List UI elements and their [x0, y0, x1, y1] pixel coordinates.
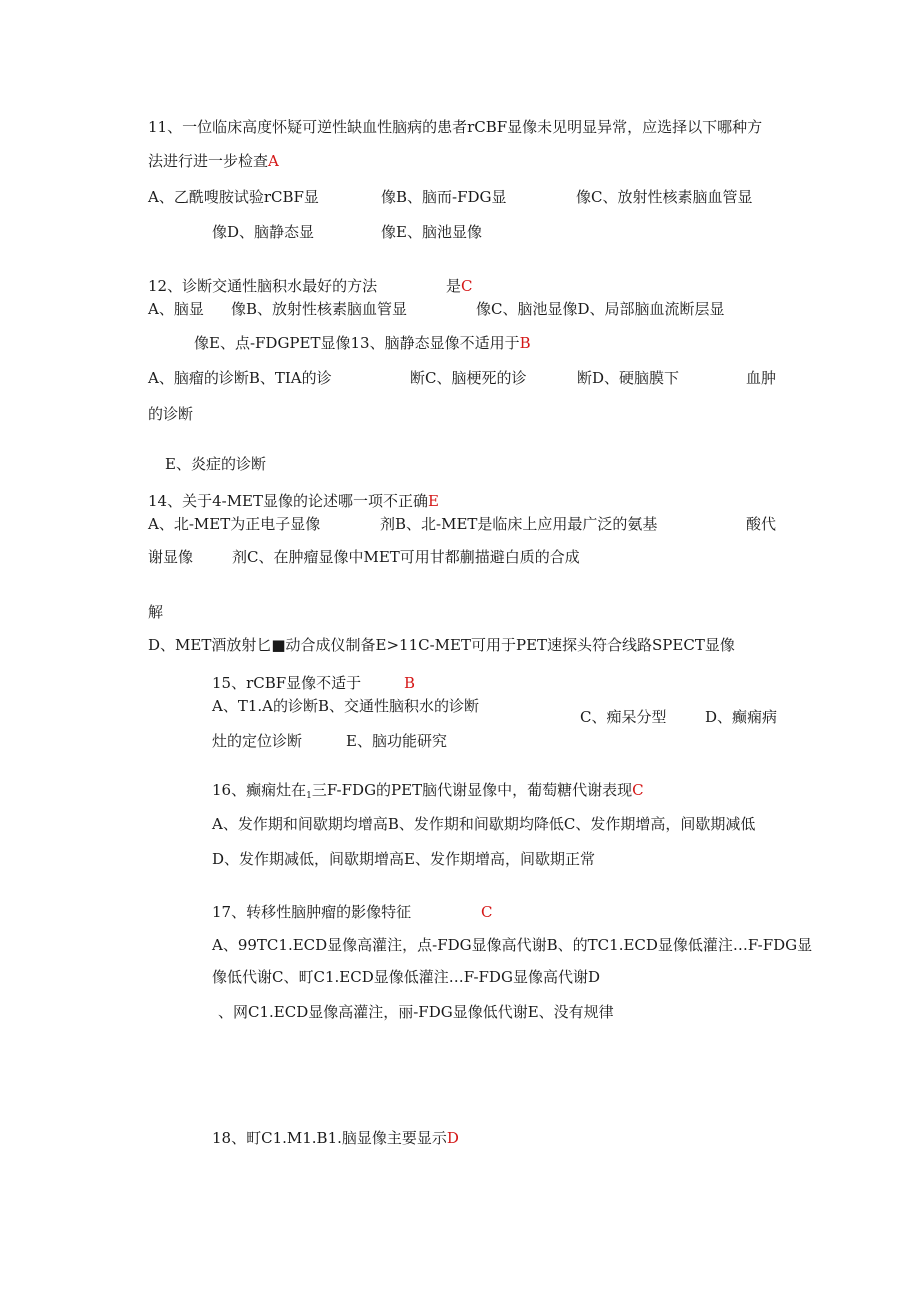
q17-options-line1: A、99TC1.ECD显像高灌注，点-FDG显像高代谢B、的TC1.ECD显像低灌注…F-FDG显: [212, 936, 813, 954]
q18-stem-text: 18、町C1.M1.B1.脑显像主要显示: [212, 1129, 447, 1147]
q14-option-b: 剂B、北-MET是临床上应用最广泛的氨基: [380, 515, 658, 533]
q16-answer: C: [632, 781, 644, 799]
q11-option-b: 像B、脑而-FDG显: [381, 188, 507, 206]
q16-options-line1: A、发作期和间歇期均增高B、发作期和间歇期均降低C、发作期增高，间歇期减低: [212, 815, 756, 833]
q16-stem-b: 三F-FDG的PET脑代谢显像中，葡萄糖代谢表现: [311, 781, 633, 799]
q16-options-line2: D、发作期减低，间歇期增高E、发作期增高，间歇期正常: [212, 850, 595, 868]
q13-option-a-b: A、脑瘤的诊断B、TIA的诊: [148, 369, 332, 387]
q13-option-b-c: 断C、脑梗死的诊: [410, 369, 527, 387]
q13-option-d-cont: 血肿: [746, 369, 777, 387]
q16-stem-sub: 1: [306, 791, 312, 801]
q17-options-line2: 像低代谢C、町C1.ECD显像低灌注…F-FDG显像高代谢D: [212, 968, 600, 986]
q14-option-c-end: 解: [148, 603, 164, 621]
q12-answer: C: [461, 277, 473, 295]
q16-stem: [212, 780, 644, 806]
q14-option-a: A、北-MET为正电子显像: [148, 515, 321, 533]
q12-option-c-d: 像C、脑池显像D、局部脑血流断层显: [476, 300, 725, 318]
q15-option-a-b: A、T1.A的诊断B、交通性脑积水的诊断: [212, 697, 480, 715]
q13-answer: B: [519, 334, 531, 352]
q12-option-a: A、脑显: [148, 300, 204, 318]
q17-stem: 17、转移性脑肿瘤的影像特征: [212, 903, 412, 921]
q11-option-c: 像C、放射性核素脑血管显: [576, 188, 753, 206]
q15-stem: 15、rCBF显像不适于: [212, 674, 362, 692]
q12-stem-end: [446, 276, 473, 296]
q12-stem-text: 是: [446, 277, 462, 295]
q12-option-b: 像B、放射性核素脑血管显: [231, 300, 408, 318]
q11-stem-line1: 11、一位临床高度怀疑可逆性缺血性脑病的患者rCBF显像未见明显异常，应选择以下哪种方: [148, 118, 763, 136]
q15-option-e: E、脑功能研究: [346, 732, 447, 750]
q14-answer: E: [428, 492, 439, 510]
q15-option-d: D、癫痫病: [705, 708, 778, 726]
q15-option-d-end: 灶的定位诊断: [212, 732, 303, 750]
q13-option-e: E、炎症的诊断: [165, 455, 266, 473]
q14-option-c: 剂C、在肿瘤显像中MET可用甘都蒯描避白质的合成: [232, 548, 580, 566]
q12-option-e-q13-stem: [194, 333, 531, 353]
q15-option-c: C、痴呆分型: [580, 708, 667, 726]
q11-stem-line2: [148, 151, 279, 171]
q17-options-line3: 、网C1.ECD显像高灌注，丽-FDG显像低代谢E、没有规律: [218, 1003, 614, 1021]
q12-q13-text: 像E、点-FDGPET显像13、脑静态显像不适用于: [194, 334, 520, 352]
q11-stem-text: 法进行进一步检查: [148, 152, 269, 170]
q11-answer: A: [268, 152, 279, 170]
q12-stem: 12、诊断交通性脑积水最好的方法: [148, 277, 378, 295]
q14-option-d-e: D、MET酒放射匕■动合成仪制备E>11C-MET可用于PET速探头符合线路SPECT显像: [148, 636, 735, 654]
q11-option-a: A、乙酰嗖胺试验rCBF显: [148, 188, 319, 206]
q11-option-e: 像E、脑池显像: [381, 223, 482, 241]
q11-option-d: 像D、脑静态显: [212, 223, 315, 241]
q13-option-d-end: 的诊断: [148, 405, 194, 423]
q18-answer: D: [446, 1129, 459, 1147]
q17-answer: C: [481, 903, 493, 921]
q18-stem: [212, 1128, 459, 1148]
q14-option-b-end: 谢显像: [148, 548, 194, 566]
q14-stem: [148, 491, 439, 511]
q13-option-c-d: 断D、硬脑膜下: [577, 369, 680, 387]
q14-option-b-cont: 酸代: [746, 515, 777, 533]
q15-answer: B: [404, 674, 416, 692]
q16-stem-a: 16、癫痫灶在: [212, 781, 307, 799]
q14-stem-text: 14、关于4-MET显像的论述哪一项不正确: [148, 492, 429, 510]
